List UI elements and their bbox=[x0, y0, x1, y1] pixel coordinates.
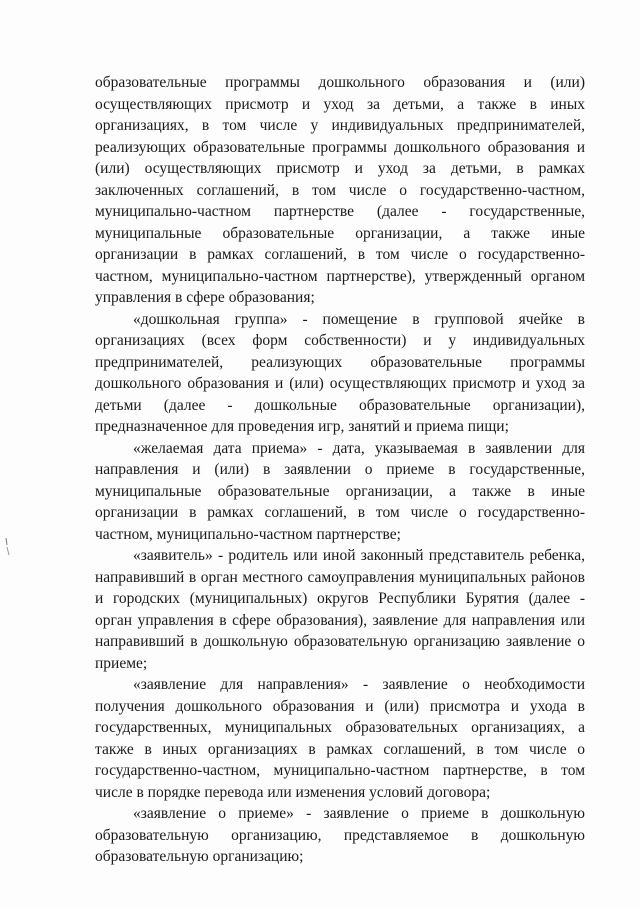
paragraph-application-for-admission: «заявление о приеме» - заявление о приеме в дошкольную образовательную организацию, представляемое в дошкольную образовательную организацию; bbox=[95, 805, 585, 865]
paragraph-preschool-group: «дошкольная группа» - помещение в групповой ячейке в организациях (всех форм собственности) и у индивидуальных предпринимателей, реализующих образовательные программы дошкольного образования и (или) осуществляющих присмотр и уход за детьми (далее - дошкольные образовательные организации), предназначенное для проведения игр, занятий и приема пищи; bbox=[95, 310, 585, 435]
scan-artifact bbox=[4, 538, 10, 556]
paragraph-applicant: «заявитель» - родитель или иной законный представитель ребенка, направивший в орган местного самоуправления муниципальных районов и городских (муниципальных) округов Республики Бурятия (далее - орган управления в сфере образования), заявление для направления или направивший в дошкольную образовательную организацию заявление о приеме; bbox=[95, 547, 585, 672]
paragraph-org-definition-continued: образовательные программы дошкольного образования и (или) осуществляющих присмотр и уход за детьми, а также в иных организациях, в том числе у индивидуальных предпринимателей, реализующих образовательные программы дошкольного образования и (или) осуществляющих присмотр и уход за детьми, в рамках заключенных соглашений, в том числе о государственно-частном, муниципально-частном партнерстве (далее - государственные, муниципальные образовательные организации, а также иные организации в рамках соглашений, в том числе о государственно-частном, муниципально-частном партнерстве), утвержденный органом управления в сфере образования; bbox=[95, 74, 585, 306]
paragraph-application-for-referral: «заявление для направления» - заявление о необходимости получения дошкольного образования и (или) присмотра и ухода в государственных, муниципальных образовательных организациях, а также в иных организациях в рамках соглашений, в том числе о государственно-частном, муниципально-частном партнерстве, в том числе в порядке перевода или изменения условий договора; bbox=[95, 676, 585, 801]
document-body bbox=[95, 72, 585, 868]
paragraph-desired-admission-date: «желаемая дата приема» - дата, указываемая в заявлении для направления и (или) в заявлении о приеме в государственные, муниципальные образовательные организации, а также в иные организации в рамках соглашений, в том числе о государственно-частном, муниципально-частном партнерстве; bbox=[95, 439, 585, 543]
